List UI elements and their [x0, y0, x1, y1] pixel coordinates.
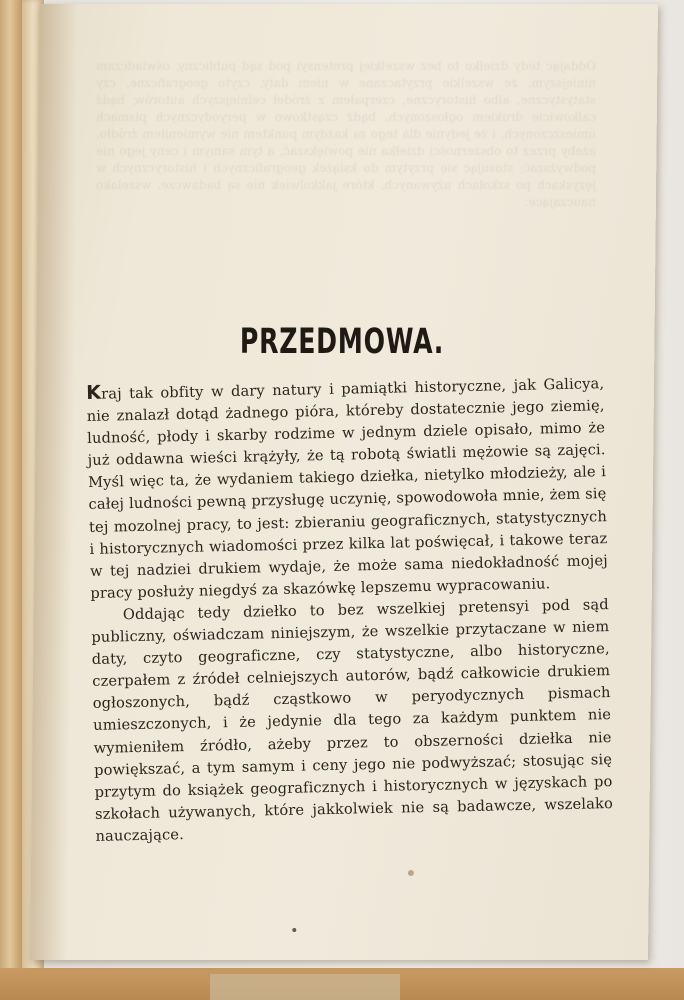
paragraph-1-text: raj tak obfity w dary natury i pamiątki historyczne, jak Galicya, nie znalazł dotąd żadnego pióra, któreby dostatecznie jego ziemię, ludność, płody i skarby rodzime w jednym dziele opisało, mimo że już oddawna wieści krążyły, że tą robotą światli mężowie są zajęci. Myśl więc ta, że wydaniem takiego dziełka, nietylko młodzieży, ale i całej ludności pewną przysługę uczynię, spowodowoła mnie, żem się tej mozolnej pracy, to jest: zbieraniu geograficznych, statystycznych i historycznych wiadomości przez kilka lat poświęcał, i takowe teraz w tej nadziei drukiem wydaje, że może sama niedokładność mojej pracy posłuży niegdyś za skazówkę lepszemu wypracowaniu. [86, 375, 609, 602]
page-title: PRZEDMOWA. [239, 322, 445, 362]
drop-cap: K [86, 381, 102, 404]
paragraph-2: Oddając tedy dziełko to bez wszelkiej pretensyi pod sąd publiczny, oświadczam niniejszym, że wszelkie przytaczane w niem daty, czyto geograficzne, czy statystyczne, albo historyczne, czerpałem z źródeł celniejszych autorów, bądź całkowicie drukiem ogłoszonych, bądź cząstkowo w peryodycznych pismach umieszczonych, i że jedynie dla tego za każdym punktem nie wymieniłem źródło, ażeby przez to obszerności dziełka nie powiększać, a tym samym i ceny jego nie podwyższać; stosując się przytym do książek geograficznych i historycznych w języskach po szkołach używanych, które jakkolwiek nie są badawcze, wszelako nauczające. [91, 596, 614, 845]
cover-label-patch [210, 974, 400, 1000]
book-cover-edge [0, 968, 684, 1000]
show-through-paragraph: Oddając tedy dziełko to bez wszelkiej pretensyi pod sąd publiczny, oświadczam niniejszym, że wszelkie przytaczane w niem daty, czyto geograficzne, czy statystyczne, albo historyczne, czerpałem z źródeł celniejszych autorów, bądź całkowicie drukiem ogłoszonych, bądź cząstkowo w peryodycznych pismach umieszczonych, i że jedynie dla tego za każdym punktem nie wymieniłem źródło, ażeby przez to obszerności dziełka nie powiększać, a tym samym i ceny jego nie podwyższać; stosując się przytym do książek geograficznych i historycznych w języskach po szkołach używanych, które jakkolwiek nie są badawcze, wszelako nauczające. [96, 59, 596, 209]
ink-spot [408, 870, 414, 876]
show-through-text [96, 58, 596, 288]
book-spine [0, 0, 22, 1000]
ink-spot [292, 928, 296, 932]
preface-body [86, 371, 614, 848]
paragraph-1 [86, 371, 609, 605]
